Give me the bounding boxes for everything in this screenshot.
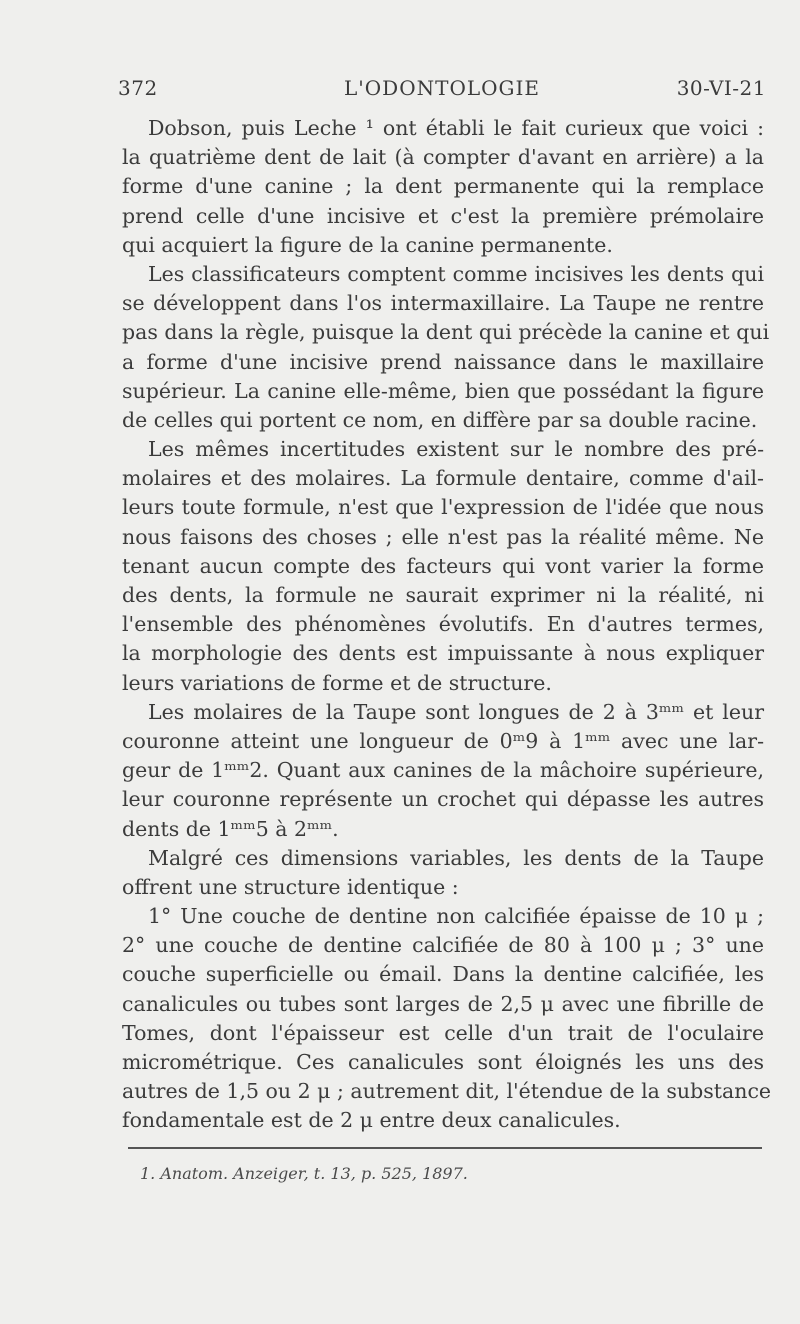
text-line: qui acquiert la figure de la canine permanente. [122, 232, 613, 257]
text-line: supérieur. La canine elle-même, bien que possédant la figure [122, 378, 764, 403]
text-line: Tomes, dont l'épaisseur est celle d'un trait de l'oculaire [122, 1020, 764, 1045]
text-line: l'ensemble des phénomènes évolutifs. En d'autres termes, [122, 612, 764, 637]
text-line: des dents, la formule ne saurait exprimer ni la réalité, ni [122, 583, 764, 607]
text-line: tenant aucun compte des facteurs qui vont varier la forme [122, 553, 764, 578]
text-line: la quatrième dent de lait (à compter d'avant en arrière) a la [122, 145, 764, 170]
text-line: a forme d'une incisive prend naissance dans le maxillaire [122, 349, 764, 374]
text-line: leurs variations de forme et de structure. [122, 670, 552, 695]
text-line: leur couronne représente un crochet qui dépasse les autres [122, 787, 764, 812]
body-text [122, 114, 772, 1136]
footnote [140, 1164, 468, 1183]
text-line: prend celle d'une incisive et c'est la première prémolaire [122, 203, 764, 228]
footnote-text: 1. Anatom. Anzeiger, t. 13, p. 525, 1897. [140, 1164, 468, 1183]
text-line: Les classificateurs comptent comme incisives les dents qui [148, 261, 764, 286]
text-line: nous faisons des choses ; elle n'est pas la réalité même. Ne [122, 524, 764, 549]
text-line: molaires et des molaires. La formule dentaire, comme d'ail- [122, 466, 764, 491]
text-line: 1° Une couche de dentine non calcifiée épaisse de 10 μ ; [148, 904, 764, 929]
text-line: canalicules ou tubes sont larges de 2,5 μ avec une fibrille de [122, 991, 764, 1016]
text-line: leurs toute formule, n'est que l'expression de l'idée que nous [122, 495, 764, 520]
text-line: 2° une couche de dentine calcifiée de 80 à 100 μ ; 3° une [122, 933, 764, 958]
issue-date: 30-VI-21 [676, 76, 766, 100]
text-line: autres de 1,5 ou 2 μ ; autrement dit, l'étendue de la substance [122, 1079, 772, 1104]
page-number: 372 [118, 76, 158, 100]
text-line: couronne atteint une longueur de 0ᵐ9 à 1ᵐᵐ avec une lar- [122, 728, 764, 753]
text-line: Les mêmes incertitudes existent sur le nombre des pré- [148, 437, 764, 462]
text-line: Les molaires de la Taupe sont longues de 2 à 3ᵐᵐ et leur [148, 699, 764, 724]
text-line: offrent une structure identique : [122, 874, 459, 899]
text-line: dents de 1ᵐᵐ5 à 2ᵐᵐ. [122, 816, 339, 841]
footnote-rule [128, 1147, 762, 1149]
text-line: couche superficielle ou émail. Dans la dentine calcifiée, les [122, 962, 764, 987]
text-line: geur de 1ᵐᵐ2. Quant aux canines de la mâchoire supérieure, [122, 758, 764, 783]
text-line: forme d'une canine ; la dent permanente qui la remplace [122, 174, 764, 199]
text-line: Malgré ces dimensions variables, les dents de la Taupe [148, 845, 764, 870]
running-header [118, 76, 766, 104]
text-line: Dobson, puis Leche ¹ ont établi le fait curieux que voici : [148, 116, 764, 140]
text-line: de celles qui portent ce nom, en diffère par sa double racine. [122, 407, 758, 432]
text-line: la morphologie des dents est impuissante à nous expliquer [122, 641, 764, 666]
text-line: se développent dans l'os intermaxillaire. La Taupe ne rentre [122, 291, 764, 316]
running-title: L'ODONTOLOGIE [344, 76, 540, 100]
text-line: pas dans la règle, puisque la dent qui précède la canine et qui [122, 320, 770, 345]
text-line: micrométrique. Ces canalicules sont éloignés les uns des [122, 1050, 764, 1074]
text-line: fondamentale est de 2 μ entre deux canalicules. [122, 1108, 621, 1133]
